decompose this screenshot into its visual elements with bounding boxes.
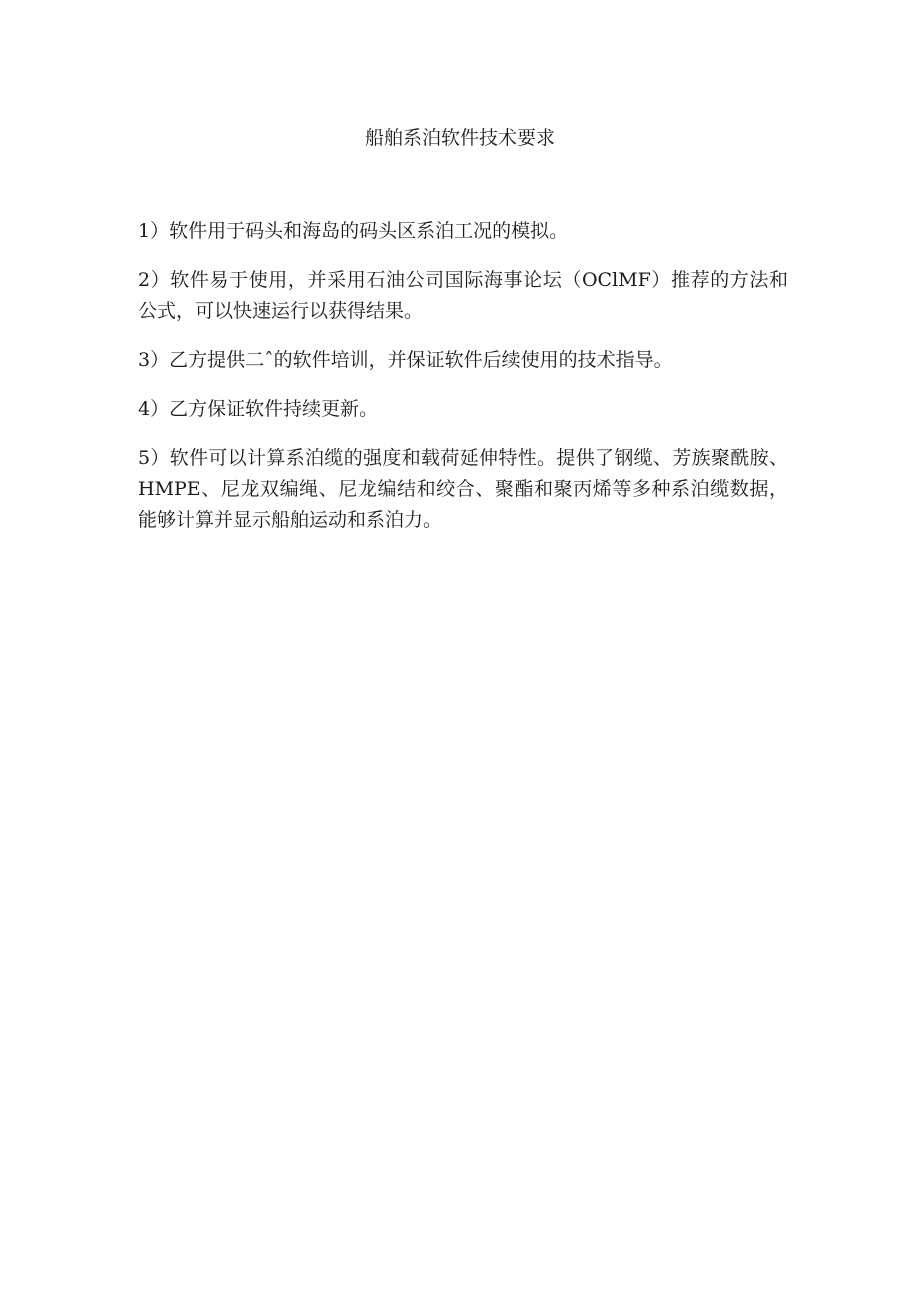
requirement-item-2: 2）软件易于使用，并采用石油公司国际海事论坛（OClMF）推荐的方法和公式，可以快速运行以获得结果。: [138, 269, 788, 322]
document-title: 船舶系泊软件技术要求: [364, 127, 555, 149]
requirement-item-1: 1）软件用于码头和海岛的码头区系泊工况的模拟。: [138, 220, 569, 242]
requirements-list: [138, 216, 788, 554]
requirement-item-4: 4）乙方保证软件持续更新。: [138, 398, 379, 420]
requirement-item-3: 3）乙方提供二ˆ的软件培训，并保证软件后续使用的技术指导。: [138, 349, 673, 371]
requirement-item-5: 5）软件可以计算系泊缆的强度和载荷延伸特性。提供了钢缆、芳族聚酰胺、HMPE、尼龙双编绳、尼龙编结和绞合、聚酯和聚丙烯等多种系泊缆数据，能够计算并显示船舶运动和系泊力。: [138, 447, 788, 531]
